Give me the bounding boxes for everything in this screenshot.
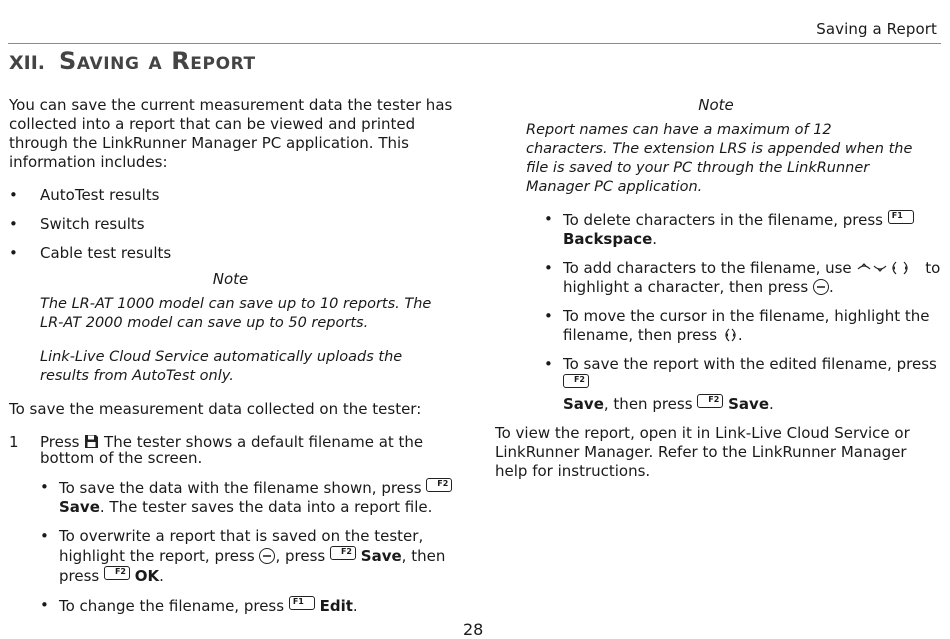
note-paragraph: Link-Live Cloud Service automatically uploads the results from AutoTest only.: [40, 349, 403, 384]
note-paragraph: Report names can have a maximum of 12 characters. The extension LRS is appended when the file is saved to your PC through the LinkRunner Manager PC application.: [526, 122, 913, 195]
chapter-number: XII.: [9, 52, 46, 74]
step-number: 1: [9, 433, 19, 451]
chapter-title: Saving a Report: [59, 47, 256, 75]
list-item: • To add characters to the filename, use to highlight a character, then press .: [563, 259, 941, 297]
left-column: [9, 96, 459, 626]
list-item: • To delete characters in the filename, press F1 Backspace.: [563, 210, 941, 249]
note-paragraph: The LR-AT 1000 model can save up to 10 reports. The LR-AT 2000 model can save up to 50 reports.: [40, 296, 432, 331]
step-text: Press: [40, 433, 80, 451]
header-rule: [8, 43, 941, 44]
note-title: Note: [698, 96, 734, 114]
list-item: • To move the cursor in the filename, highlight the filename, then press .: [563, 307, 941, 345]
list-item: • To save the data with the filename shown, press F2 Save. The tester saves the data into a report file.: [59, 478, 459, 517]
f2-key-icon: F2: [563, 374, 589, 388]
left-right-arrows-icon: [722, 327, 738, 343]
list-item: • To save the report with the edited filename, press F2 Save, then press F2 Save.: [563, 355, 941, 414]
chapter-heading: [9, 47, 256, 75]
note-title: Note: [212, 270, 249, 288]
list-item: • To change the filename, press F1 Edit.: [59, 596, 459, 616]
procedure-lead: To save the measurement data collected on the tester:: [9, 400, 422, 418]
right-column: [495, 96, 941, 481]
arrow-keys-icon: [856, 260, 920, 276]
select-button-icon: [813, 279, 829, 295]
f1-key-icon: F1: [888, 210, 914, 224]
f2-key-icon: F2: [330, 546, 356, 560]
f1-key-icon: F1: [289, 596, 315, 610]
running-header: Saving a Report: [816, 20, 937, 38]
list-item: • Switch results: [9, 215, 459, 234]
edit-filename-options: [495, 210, 941, 414]
f2-key-icon: F2: [104, 566, 130, 580]
step-1-options: [9, 478, 459, 616]
f2-key-icon: F2: [697, 394, 723, 408]
closing-paragraph: To view the report, open it in Link-Live Cloud Service or LinkRunner Manager. Refer to the LinkRunner Manager help for instructions.: [495, 424, 910, 480]
f2-key-icon: F2: [426, 478, 452, 492]
list-item: • AutoTest results: [9, 186, 459, 205]
step-1: [9, 434, 459, 466]
select-button-icon: [259, 548, 275, 564]
includes-list: [9, 186, 459, 263]
step-text: The tester shows a default filename at the bottom of the screen.: [40, 433, 424, 467]
save-icon: [84, 434, 99, 449]
page-number: 28: [463, 620, 484, 639]
list-item: • To overwrite a report that is saved on the tester, highlight the report, press , press F2 Save, then press F2 OK.: [59, 527, 459, 586]
list-item: • Cable test results: [9, 244, 459, 263]
intro-paragraph: You can save the current measurement data the tester has collected into a report that can be viewed and printed through the LinkRunner Manager PC application. This information includes:: [9, 96, 453, 171]
